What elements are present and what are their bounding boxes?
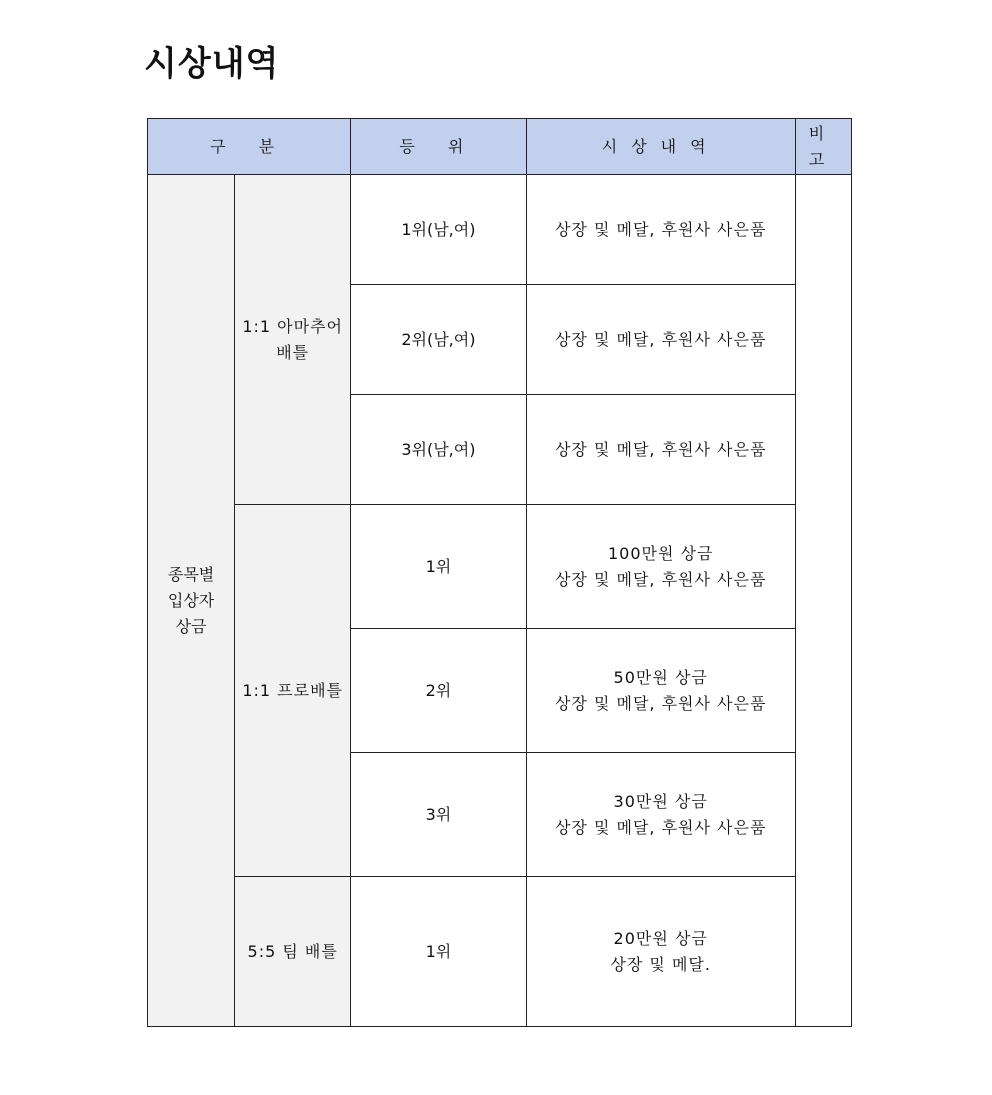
prize-line: 상장 및 메달, 후원사 사은품	[554, 329, 767, 349]
table-row	[148, 175, 852, 285]
category-amateur-line2: 배틀	[276, 342, 310, 362]
prize-amount: 50만원 상금	[613, 667, 708, 687]
group-line3: 상금	[175, 616, 207, 636]
prize-cell	[526, 505, 795, 629]
prize-line: 상장 및 메달, 후원사 사은품	[554, 219, 767, 239]
table-row	[148, 505, 852, 629]
note-cell	[795, 175, 851, 1027]
category-team: 5:5 팀 배틀	[235, 877, 351, 1027]
prize-cell	[526, 285, 795, 395]
page-title: 시상내역	[144, 44, 280, 84]
group-line1: 종목별	[167, 564, 215, 584]
header-row	[148, 119, 852, 175]
header-category: 구 분	[148, 119, 351, 175]
prize-line: 상장 및 메달, 후원사 사은품	[554, 817, 767, 837]
rank-cell: 2위	[351, 629, 526, 753]
category-pro: 1:1 프로배틀	[235, 505, 351, 877]
rank-cell: 1위(남,여)	[351, 175, 526, 285]
group-line2: 입상자	[167, 590, 215, 610]
category-amateur	[235, 175, 351, 505]
prize-cell	[526, 753, 795, 877]
header-note-line2: 고	[808, 149, 839, 169]
prize-cell	[526, 395, 795, 505]
header-note	[795, 119, 851, 175]
rank-cell: 3위(남,여)	[351, 395, 526, 505]
prize-amount: 20만원 상금	[613, 928, 708, 948]
prize-line: 상장 및 메달, 후원사 사은품	[554, 439, 767, 459]
header-note-line1: 비	[808, 123, 839, 143]
rank-cell: 1위	[351, 505, 526, 629]
prize-line: 상장 및 메달.	[610, 954, 711, 974]
table-row	[148, 877, 852, 1027]
rank-cell: 1위	[351, 877, 526, 1027]
prize-line: 상장 및 메달, 후원사 사은품	[554, 569, 767, 589]
prize-cell	[526, 175, 795, 285]
prize-line: 상장 및 메달, 후원사 사은품	[554, 693, 767, 713]
rank-cell: 3위	[351, 753, 526, 877]
award-table	[147, 118, 852, 1027]
prize-amount: 100만원 상금	[607, 543, 714, 563]
prize-amount: 30만원 상금	[613, 791, 708, 811]
category-amateur-line1: 1:1 아마추어	[242, 316, 344, 336]
header-rank: 등 위	[351, 119, 526, 175]
group-cell	[148, 175, 235, 1027]
prize-cell	[526, 629, 795, 753]
rank-cell: 2위(남,여)	[351, 285, 526, 395]
header-award: 시상내역	[526, 119, 795, 175]
prize-cell	[526, 877, 795, 1027]
